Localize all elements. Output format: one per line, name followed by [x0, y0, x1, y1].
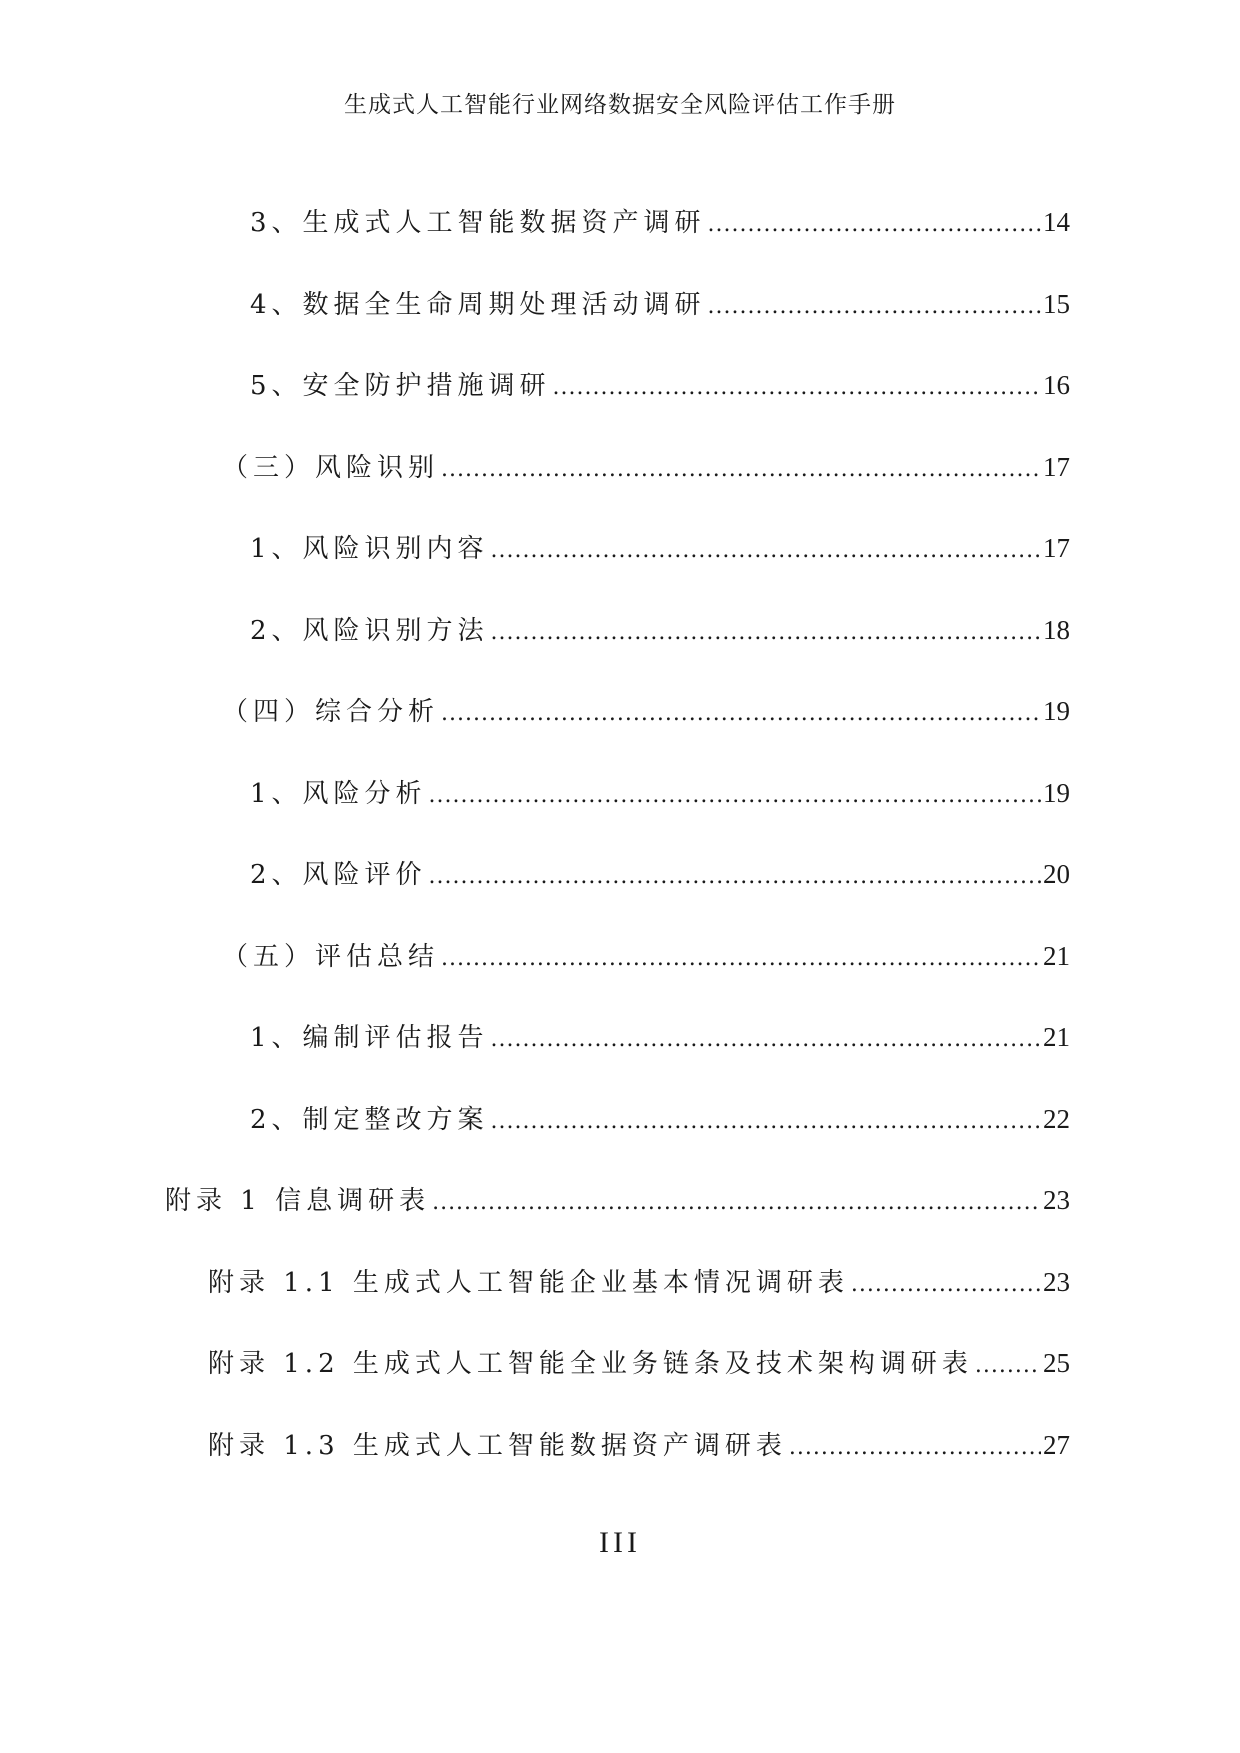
toc-leader-dots	[429, 864, 1041, 889]
toc-entry-label: （四）综合分析	[222, 697, 440, 727]
toc-leader-dots	[432, 1190, 1041, 1215]
toc-entry-page: 18	[1043, 614, 1070, 645]
toc-entry[interactable]	[250, 202, 1070, 239]
toc-leader-dots	[491, 538, 1041, 563]
toc-leader-dots	[851, 1272, 1041, 1297]
toc-entry[interactable]	[250, 528, 1070, 565]
toc-leader-dots	[789, 1435, 1041, 1460]
toc-entry[interactable]	[165, 1180, 1070, 1217]
toc-entry-label: 附录 1.2 生成式人工智能全业务链条及技术架构调研表	[208, 1349, 973, 1379]
toc-leader-dots	[553, 375, 1041, 400]
toc-entry[interactable]	[250, 1017, 1070, 1054]
page-number: III	[599, 1526, 641, 1559]
toc-entry-page: 22	[1043, 1103, 1070, 1134]
toc-entry-page: 21	[1043, 940, 1070, 971]
toc-entry-page: 16	[1043, 370, 1070, 400]
toc-entry-label: 1、风险分析	[250, 778, 427, 809]
toc-entry-page: 17	[1043, 451, 1070, 482]
toc-entry-page: 17	[1043, 533, 1070, 563]
toc-entry-page: 15	[1043, 288, 1070, 319]
toc-entry-page: 23	[1043, 1266, 1070, 1297]
toc-leader-dots	[441, 701, 1041, 726]
toc-entry-label: 3、生成式人工智能数据资产调研	[250, 208, 706, 238]
toc-leader-dots	[429, 783, 1041, 808]
toc-entry-label: 2、制定整改方案	[250, 1104, 489, 1135]
toc-entry[interactable]	[208, 1262, 1070, 1299]
toc-leader-dots	[491, 1109, 1041, 1134]
toc-entry-label: 5、安全防护措施调研	[250, 371, 551, 401]
toc-entry-label: 2、风险识别方法	[250, 615, 489, 646]
toc-leader-dots	[491, 1027, 1041, 1052]
toc-entry-label: （三）风险识别	[222, 452, 440, 483]
toc-entry[interactable]	[250, 773, 1070, 810]
toc-entry-label: 2、风险评价	[250, 860, 427, 890]
toc-entry[interactable]	[208, 1343, 1070, 1380]
toc-entry-page: 14	[1043, 207, 1070, 237]
toc-entry[interactable]	[250, 365, 1070, 402]
toc-entry[interactable]	[222, 447, 1070, 484]
toc-entry-page: 19	[1043, 777, 1070, 808]
toc-entry-page: 25	[1043, 1348, 1070, 1378]
toc-leader-dots	[441, 457, 1041, 482]
toc-entry-label: 附录 1.3 生成式人工智能数据资产调研表	[208, 1430, 787, 1461]
toc-entry-page: 19	[1043, 696, 1070, 726]
toc-entry-page: 21	[1043, 1022, 1070, 1052]
toc-leader-dots	[708, 294, 1041, 319]
toc-entry[interactable]	[250, 854, 1070, 891]
toc-entry[interactable]	[250, 284, 1070, 321]
page-header: 生成式人工智能行业网络数据安全风险评估工作手册	[344, 92, 896, 118]
toc-entry-label: 4、数据全生命周期处理活动调研	[250, 289, 706, 320]
toc-entry-label: 附录 1 信息调研表	[165, 1186, 431, 1216]
toc-leader-dots	[708, 212, 1041, 237]
toc-leader-dots	[491, 620, 1041, 645]
toc-entry-page: 27	[1043, 1429, 1070, 1460]
toc-entry-page: 23	[1043, 1185, 1070, 1215]
toc-entry-label: 附录 1.1 生成式人工智能企业基本情况调研表	[208, 1267, 849, 1298]
toc-entry-label: 1、编制评估报告	[250, 1023, 489, 1053]
toc-entry[interactable]	[208, 1425, 1070, 1462]
toc-entry[interactable]	[222, 691, 1070, 728]
toc-entry-label: 1、风险识别内容	[250, 534, 489, 564]
toc-leader-dots	[975, 1353, 1041, 1378]
toc-entry[interactable]	[250, 1099, 1070, 1136]
toc-entry-page: 20	[1043, 859, 1070, 889]
toc-entry[interactable]	[250, 610, 1070, 647]
toc-entry[interactable]	[222, 936, 1070, 973]
toc-leader-dots	[441, 946, 1041, 971]
toc-entry-label: （五）评估总结	[222, 941, 440, 972]
